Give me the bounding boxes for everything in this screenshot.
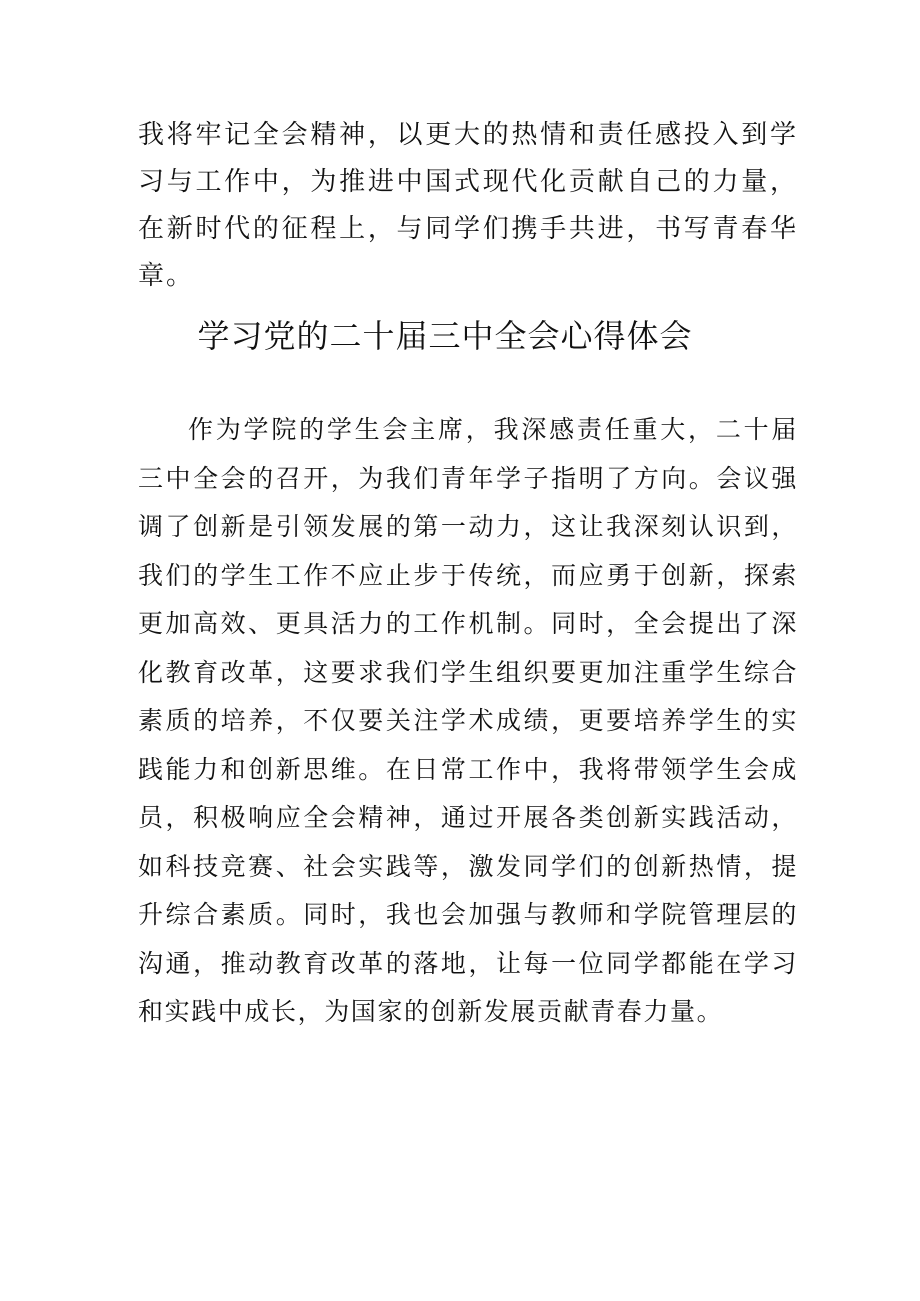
article-title: 学习党的二十届三中全会心得体会 [197,317,693,355]
closing-paragraph: 我将牢记全会精神，以更大的热情和责任感投入到学习与工作中，为推进中国式现代化贡献自己的力量，在新时代的征程上，与同学们携手共进，书写青春华章。 [138,120,798,291]
body-paragraph: 作为学院的学生会主席，我深感责任重大，二十届三中全会的召开，为我们青年学子指明了方向。会议强调了创新是引领发展的第一动力，这让我深刻认识到，我们的学生工作不应止步于传统，而应勇于创新，探索更加高效、更具活力的工作机制。同时，全会提出了深化教育改革，这要求我们学生组织要更加注重学生综合素质的培养，不仅要关注学术成绩，更要培养学生的实践能力和创新思维。在日常工作中，我将带领学生会成员，积极响应全会精神，通过开展各类创新实践活动，如科技竞赛、社会实践等，激发同学们的创新热情，提升综合素质。同时，我也会加强与教师和学院管理层的沟通，推动教育改革的落地，让每一位同学都能在学习和实践中成长，为国家的创新发展贡献青春力量。 [138,415,798,1026]
